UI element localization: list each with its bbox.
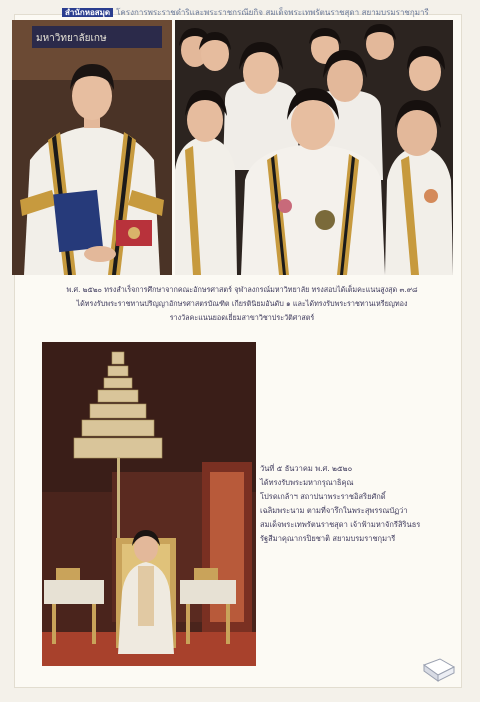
graduates-group-photo bbox=[175, 20, 453, 275]
book-icon bbox=[420, 655, 458, 685]
caption-line: รางวัลคะแนนยอดเยี่ยมสาขาวิชาประวัติศาสตร์ bbox=[169, 313, 315, 322]
caption-line: ได้ทรงรับพระราชทานปริญญาอักษรศาสตรบัณฑิต เกียรตินิยมอันดับ ๑ และได้ทรงรับพระราชทานเหรียญทอง bbox=[76, 299, 408, 308]
library-logo: สำนักหอสมุด bbox=[62, 8, 113, 17]
graduation-portrait-photo bbox=[12, 20, 172, 275]
running-header bbox=[62, 6, 457, 20]
caption-line: เฉลิมพระนาม ตามที่จารึกในพระสุพรรณบัฏว่า bbox=[260, 506, 408, 515]
caption-line: ได้ทรงรับพระมหากรุณาธิคุณ bbox=[260, 478, 354, 487]
caption-line: รัฐสีมาคุณากรปิยชาติ สยามบรมราชกุมารี bbox=[260, 534, 396, 543]
caption-line: วันที่ ๕ ธันวาคม พ.ศ. ๒๕๒๐ bbox=[260, 464, 353, 473]
caption-line: โปรดเกล้าฯ สถาปนาพระราชอิสริยศักดิ์ bbox=[260, 492, 386, 501]
caption-line: สมเด็จพระเทพรัตนราชสุดา เจ้าฟ้ามหาจักรีสิรินธร bbox=[260, 520, 421, 529]
banner-text: มหาวิทยาลัยเกษ bbox=[36, 33, 107, 44]
caption-line: พ.ศ. ๒๕๒๐ ทรงสำเร็จการศึกษาจากคณะอักษรศาสตร์ จุฬาลงกรณ์มหาวิทยาลัย ทรงสอบได้เต็มคะแนนสูงสุด ๓.๙๘ bbox=[66, 285, 418, 294]
photo-caption-side bbox=[260, 462, 460, 546]
photo-caption-top bbox=[26, 283, 458, 325]
running-title: โครงการพระราชดำริและพระราชกรณียกิจ สมเด็จพระเทพรัตนราชสุดา สยามบรมราชกุมารี bbox=[116, 8, 429, 17]
ceremony-portrait-photo bbox=[42, 342, 256, 666]
